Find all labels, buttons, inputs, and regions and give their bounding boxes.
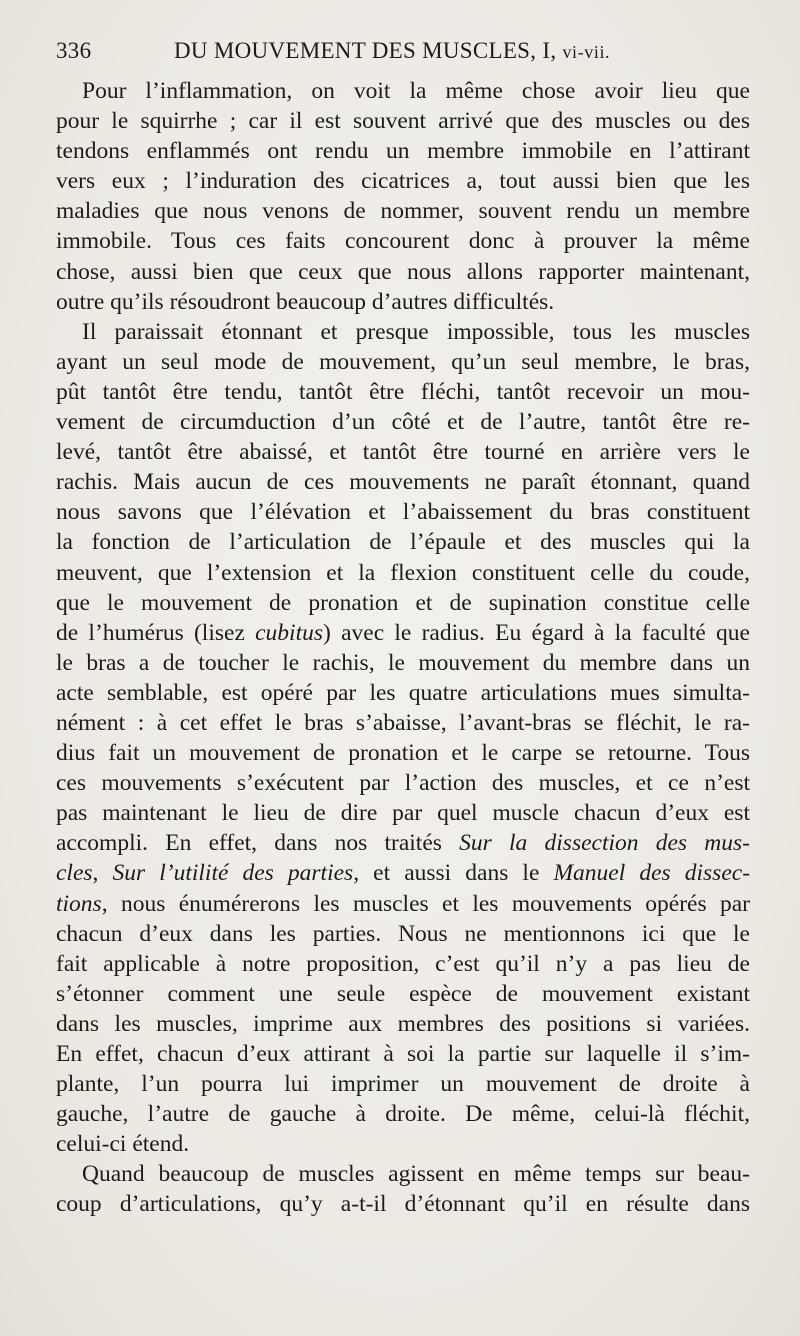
- text-line: pût tantôt être tendu, tantôt être fléchi, tantôt recevoir un mou-: [56, 378, 750, 405]
- body-text: [56, 76, 750, 1220]
- text-line: fait applicable à notre proposition, c’est qu’il n’y a pas lieu de: [56, 950, 750, 977]
- text-line: rachis. Mais aucun de ces mouvements ne paraît étonnant, quand: [56, 469, 750, 496]
- running-head: [174, 38, 610, 64]
- book-title: cles: [56, 860, 93, 887]
- text-line: immobile. Tous ces faits concourent donc à prouver la même: [56, 228, 750, 255]
- text-line: chacun d’eux dans les parties. Nous ne mentionnons ici que le: [56, 920, 750, 947]
- text-line: pour le squirrhe ; car il est souvent arrivé que des muscles ou des: [56, 108, 750, 135]
- text-line: acte semblable, est opéré par les quatre articulations mues simulta-: [56, 679, 750, 706]
- italic-term: cubitus: [255, 619, 324, 646]
- text-line: chose, aussi bien que ceux que nous allons rapporter maintenant,: [56, 258, 750, 285]
- text-span: , nous énumérerons les muscles et les mouvements opérés par: [101, 890, 750, 917]
- text-span: de l’humérus (lisez: [56, 619, 256, 646]
- text-line: ces mouvements s’exécutent par l’action des muscles, et ce n’est: [56, 770, 750, 797]
- text-line: [56, 618, 750, 648]
- text-line: dans les muscles, imprime aux membres des positions si variées.: [56, 1010, 750, 1037]
- text-line: [56, 858, 750, 888]
- book-title: Manuel des dissec-: [553, 860, 751, 887]
- running-head-section: vi-vii.: [562, 42, 611, 62]
- text-line: outre qu’ils résoudront beaucoup d’autres difficultés.: [56, 288, 555, 315]
- text-line: Il paraissait étonnant et presque impossible, tous les muscles: [82, 318, 750, 345]
- text-line: s’étonner comment une seule espèce de mouvement existant: [56, 980, 750, 1007]
- text-line: pas maintenant le lieu de dire par quel muscle chacun d’eux est: [56, 800, 750, 827]
- text-span: accompli. En effet, dans nos traités: [56, 830, 460, 857]
- text-line: maladies que nous venons de nommer, souvent rendu un membre: [56, 198, 750, 225]
- text-line: coup d’articulations, qu’y a-t-il d’étonnant qu’il en résulte dans: [56, 1191, 750, 1218]
- book-title: Sur la dissection des mus-: [459, 830, 750, 857]
- page-number: 336: [56, 38, 92, 63]
- text-line: En effet, chacun d’eux attirant à soi la partie sur laquelle il s’im-: [56, 1041, 750, 1067]
- text-line: tendons enflammés ont rendu un membre immobile en l’attirant: [56, 138, 750, 165]
- text-line: ayant un seul mode de mouvement, qu’un seul membre, le bras,: [56, 348, 750, 375]
- text-line: levé, tantôt être abaissé, et tantôt être tourné en arrière vers le: [56, 439, 750, 466]
- running-head-title: DU MOUVEMENT DES MUSCLES, I,: [174, 38, 557, 63]
- text-line: Quand beaucoup de muscles agissent en même temps sur beau-: [82, 1161, 750, 1188]
- text-line: le bras a de toucher le rachis, le mouvement du membre dans un: [56, 649, 750, 676]
- text-span: , et aussi dans le: [353, 860, 554, 887]
- text-line: [56, 828, 750, 858]
- text-line: vers eux ; l’induration des cicatrices a, tout aussi bien que les: [56, 168, 750, 195]
- text-line: celui-ci étend.: [56, 1131, 190, 1158]
- text-line: vement de circumduction d’un côté et de l’autre, tantôt être re-: [56, 409, 750, 436]
- text-line: que le mouvement de pronation et de supination constitue celle: [56, 589, 750, 616]
- book-title: tions: [56, 890, 102, 917]
- text-line: la fonction de l’articulation de l’épaule et des muscles qui la: [56, 529, 750, 556]
- text-span: ) avec le radius. Eu égard à la faculté que: [323, 619, 750, 646]
- text-line: gauche, l’autre de gauche à droite. De même, celui-là fléchit,: [56, 1101, 750, 1128]
- text-line: nément : à cet effet le bras s’abaisse, l’avant-bras se fléchit, le ra-: [56, 709, 750, 736]
- text-line: nous savons que l’élévation et l’abaissement du bras constituent: [56, 499, 750, 526]
- text-line: dius fait un mouvement de pronation et le carpe se retourne. Tous: [56, 740, 750, 767]
- text-line: [56, 889, 750, 919]
- book-title: Sur l’utilité des parties: [112, 860, 354, 887]
- text-line: meuvent, que l’extension et la flexion constituent celle du coude,: [56, 559, 750, 586]
- page-header: [56, 34, 746, 68]
- text-span: ,: [92, 860, 113, 887]
- text-line: plante, l’un pourra lui imprimer un mouvement de droite à: [56, 1071, 750, 1098]
- text-line: Pour l’inflammation, on voit la même chose avoir lieu que: [82, 78, 750, 104]
